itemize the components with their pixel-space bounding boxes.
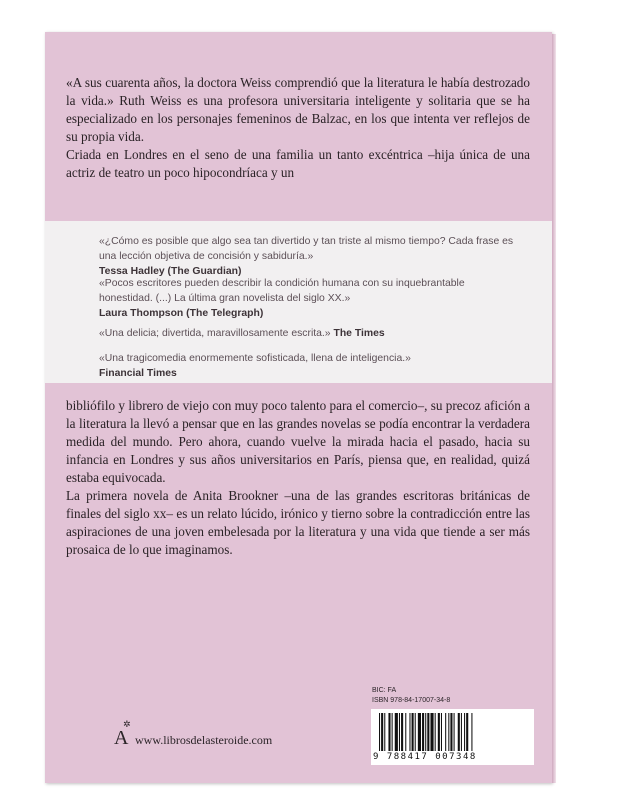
quote-text: «¿Cómo es posible que algo sea tan divertido y tan triste al mismo tiempo? Cada frase es una lección objetiva de concisión y sabiduría.»	[99, 236, 514, 262]
barcode-bar	[388, 713, 390, 751]
barcode-bar	[379, 713, 380, 751]
barcode-bar	[425, 713, 426, 751]
synopsis-paragraph: Criada en Londres en el seno de una familia un tanto excéntrica –hija única de una actriz de teatro un poco hipocondríaca y un	[66, 147, 530, 180]
barcode-bar	[405, 713, 406, 751]
barcode-digits: 9 788417 007348	[373, 752, 477, 762]
asterisk-icon: ✲	[123, 720, 131, 730]
barcode	[371, 709, 534, 765]
barcode-bar	[450, 713, 452, 751]
synopsis-paragraph: «A sus cuarenta años, la doctora Weiss comprendió que la literatura le había destrozado la vida.» Ruth Weiss es una profesora universitaria inteligente y solitaria que se ha especializado en los personajes femeninos de Balzac, en los que intenta ver reflejos de su propia vida.	[66, 75, 530, 144]
barcode-bar	[458, 713, 460, 751]
barcode-bar	[430, 713, 433, 751]
bic-code: BIC: FA	[372, 687, 397, 694]
barcode-bar	[427, 713, 429, 751]
barcode-bar	[401, 713, 403, 751]
barcode-bar	[435, 713, 436, 751]
barcode-bar	[418, 713, 421, 751]
quote-text: «Una delicia; divertida, maravillosamente escrita.»	[99, 328, 331, 339]
synopsis-paragraph: La primera novela de Anita Brookner –una de las grandes escritoras británicas de finales del siglo xx– es un relato lúcido, irónico y tierno sobre la contradicción entre las aspiraciones de una joven embelesada por la literatura y una vida que tiende a ser más prosaica de lo que imaginamos.	[66, 488, 530, 557]
barcode-bar	[454, 713, 455, 751]
barcode-bar	[412, 713, 414, 751]
review-quote	[99, 234, 519, 279]
isbn-code: ISBN 978-84-17007-34-8	[372, 697, 451, 704]
quote-text: «Una tragicomedia enormemente sofisticada, llena de inteligencia.»	[99, 353, 411, 364]
barcode-bar	[471, 713, 472, 751]
barcode-bar	[438, 713, 440, 751]
quote-source: The Times	[333, 328, 385, 339]
review-quote	[99, 276, 519, 321]
barcode-bar	[448, 713, 449, 751]
quote-source: Laura Thompson (The Telegraph)	[99, 308, 264, 319]
barcode-bars	[379, 713, 527, 753]
review-quote	[99, 351, 519, 381]
book-codes	[372, 686, 450, 706]
barcode-bar	[392, 713, 393, 751]
publisher-logo: A	[114, 727, 129, 749]
barcode-bar	[381, 713, 383, 751]
quote-text: «Pocos escritores pueden describir la condición humana con su inquebrantable honestidad. (...) La última gran novelista del siglo XX.»	[99, 278, 465, 304]
barcode-bar	[441, 713, 442, 751]
synopsis-paragraph: bibliófilo y librero de viejo con muy poco talento para el comercio–, su precoz afición a la literatura la llevó a pensar que en las grandes novelas se podía encontrar la verdadera medida del mundo. Pero ahora, cuando vuelve la mirada hacia el pasado, hacia su infancia en Londres y sus años universitarios en París, piensa que, en realidad, quizá estaba equivocada.	[66, 398, 530, 485]
barcode-bar	[409, 713, 410, 751]
barcode-bar	[464, 713, 465, 751]
barcode-bar	[422, 713, 424, 751]
spine-edge	[552, 34, 556, 783]
barcode-bar	[466, 713, 468, 751]
quote-source: Tessa Hadley (The Guardian)	[99, 266, 242, 277]
barcode-bar	[395, 713, 398, 751]
barcode-bar	[384, 713, 385, 751]
synopsis-bottom	[66, 397, 530, 559]
barcode-bar	[445, 713, 446, 751]
publisher-website: www.librosdelasteroide.com	[135, 733, 273, 747]
quote-source: Financial Times	[99, 368, 177, 379]
synopsis-top	[66, 74, 530, 182]
barcode-bar	[415, 713, 416, 751]
barcode-bar	[461, 713, 462, 751]
review-quote	[99, 326, 519, 341]
barcode-bar	[399, 713, 400, 751]
